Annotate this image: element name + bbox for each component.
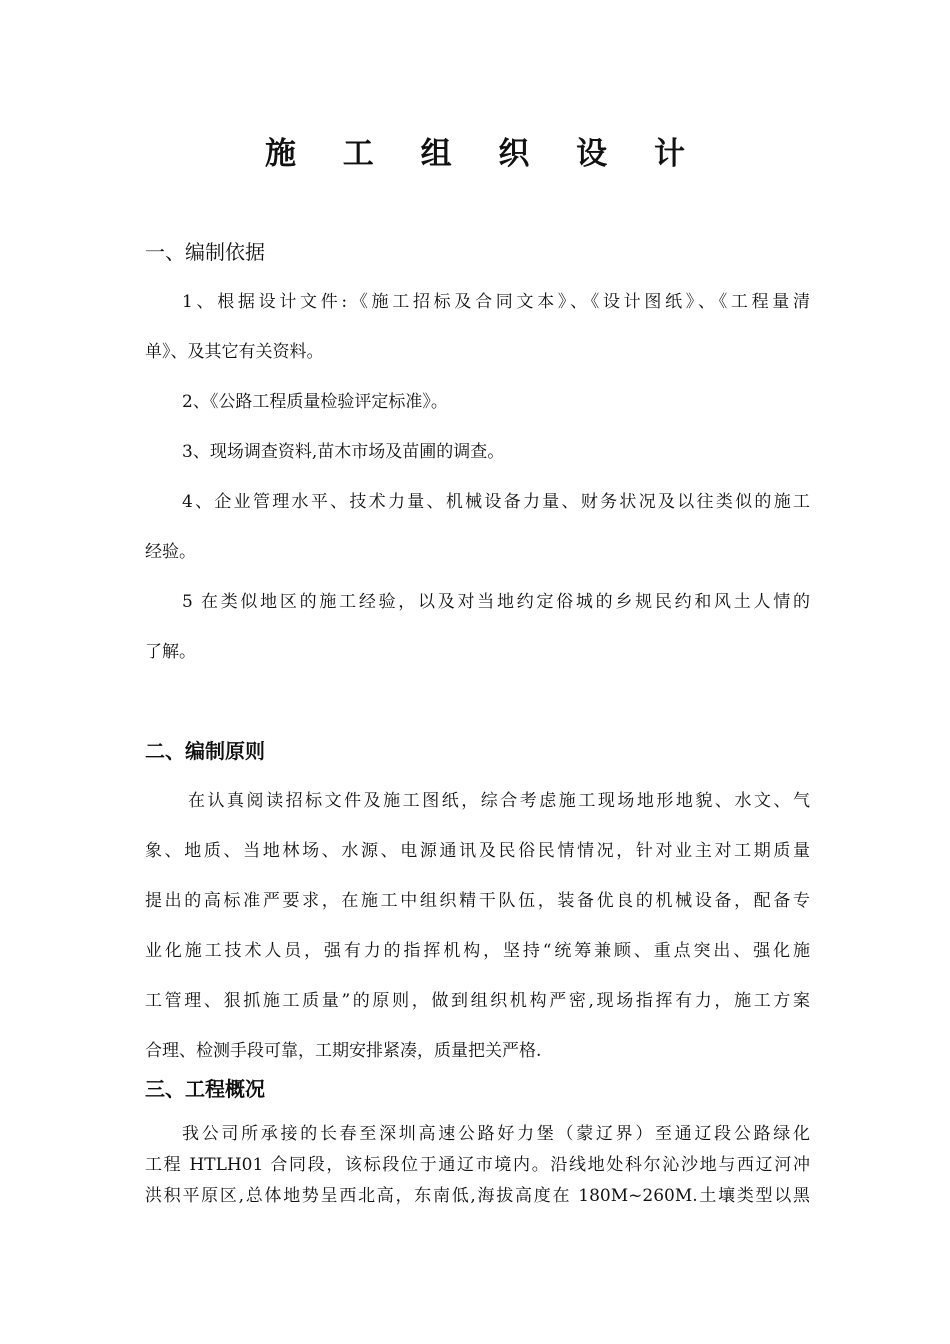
paragraph-line: 提出的高标准严要求，在施工中组织精干队伍，装备优良的机械设备，配备专 bbox=[145, 891, 810, 911]
paragraph-line: 3、现场调查资料,苗木市场及苗圃的调查。 bbox=[182, 442, 505, 462]
paragraph-line: 单》、及其它有关资料。 bbox=[145, 342, 324, 362]
section-heading-overview: 三、工程概况 bbox=[145, 1077, 265, 1101]
paragraph-line: 在认真阅读招标文件及施工图纸，综合考虑施工现场地形地貌、水文、气 bbox=[188, 791, 810, 811]
paragraph-line: 2、《公路工程质量检验评定标准》。 bbox=[182, 392, 448, 412]
paragraph-line: 5 在类似地区的施工经验，以及对当地约定俗城的乡规民约和风土人情的 bbox=[182, 592, 810, 612]
document-title: 施 工 组 织 设 计 bbox=[265, 136, 703, 172]
section-heading-principles: 二、编制原则 bbox=[145, 739, 265, 763]
paragraph-line: 我公司所承接的长春至深圳高速公路好力堡（蒙辽界）至通辽段公路绿化 bbox=[182, 1124, 810, 1144]
paragraph-line: 合理、检测手段可靠，工期安排紧凑，质量把关严格. bbox=[145, 1041, 542, 1061]
section-heading-basis: 一、编制依据 bbox=[145, 240, 265, 264]
paragraph-line: 洪积平原区,总体地势呈西北高，东南低,海拔高度在 180M~260M.土壤类型以黑 bbox=[145, 1186, 810, 1206]
paragraph-line: 工程 HTLH01 合同段，该标段位于通辽市境内。沿线地处科尔沁沙地与西辽河冲 bbox=[145, 1155, 810, 1175]
paragraph-line: 1、根据设计文件:《施工招标及合同文本》、《设计图纸》、《工程量清 bbox=[182, 292, 810, 312]
paragraph-line: 象、地质、当地林场、水源、电源通讯及民俗民情情况，针对业主对工期质量 bbox=[145, 841, 810, 861]
paragraph-line: 经验。 bbox=[145, 542, 196, 562]
paragraph-line: 了解。 bbox=[145, 642, 196, 662]
paragraph-line: 4、企业管理水平、技术力量、机械设备力量、财务状况及以往类似的施工 bbox=[182, 492, 810, 512]
paragraph-line: 工管理、狠抓施工质量”的原则，做到组织机构严密,现场指挥有力，施工方案 bbox=[145, 991, 810, 1011]
paragraph-line: 业化施工技术人员，强有力的指挥机构，坚持“统筹兼顾、重点突出、强化施 bbox=[145, 941, 810, 961]
